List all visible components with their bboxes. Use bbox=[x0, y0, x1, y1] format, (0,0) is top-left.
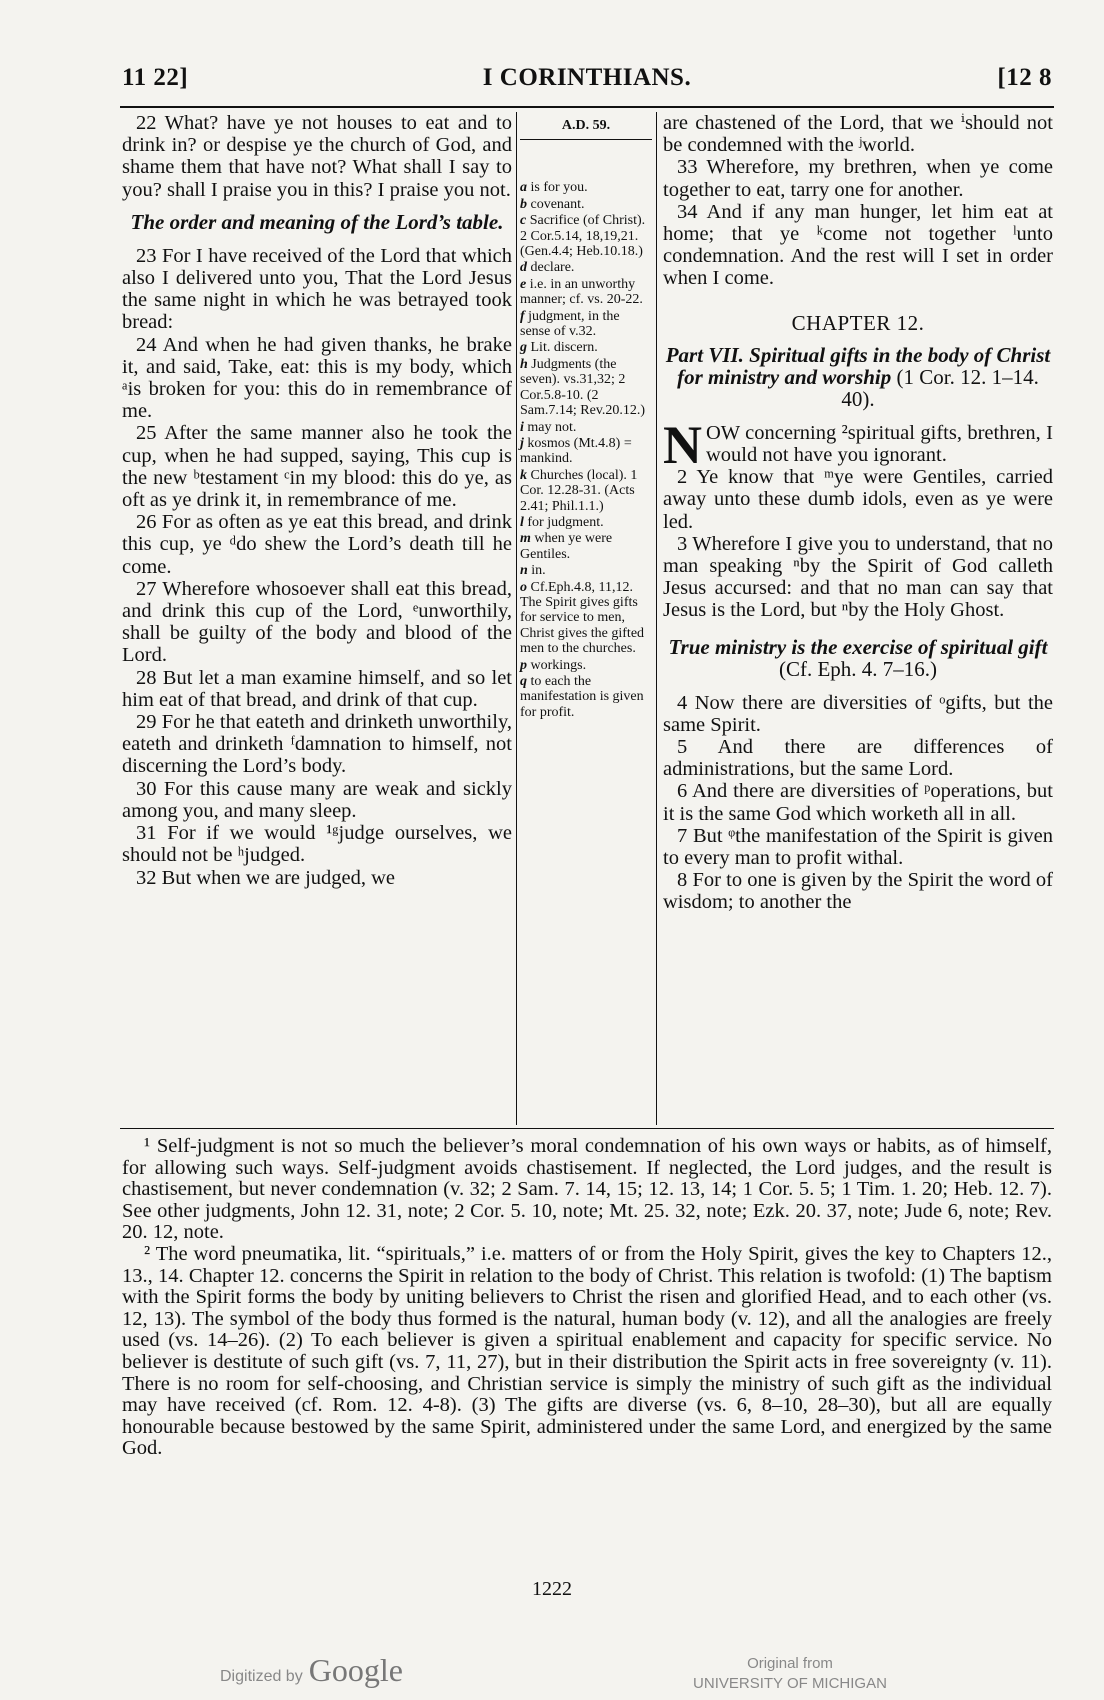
reference-text: in. bbox=[531, 563, 546, 579]
reference-note bbox=[520, 563, 652, 578]
reference-note bbox=[520, 357, 652, 419]
reference-note bbox=[520, 468, 652, 514]
reference-letter: m bbox=[520, 531, 531, 547]
running-head-chapter-verse-start: 11 22] bbox=[122, 64, 189, 91]
reference-text: when ye were Gentiles. bbox=[520, 531, 613, 562]
reference-note bbox=[520, 531, 652, 562]
reference-note bbox=[520, 309, 652, 340]
verse-paragraph: 24 And when he had given thanks, he brake it, and said, Take, eat: this is my body, which ᵃis broken for you: this do in remembrance of me. bbox=[122, 333, 512, 423]
reference-text: to each the manifestation is given for profit. bbox=[520, 674, 644, 720]
reference-letter: g bbox=[520, 340, 527, 356]
center-reference-column bbox=[520, 112, 652, 721]
reference-note bbox=[520, 674, 652, 720]
verse-paragraph: 3 Wherefore I give you to understand, that no man speaking ⁿby the Spirit of God calleth Jesus accursed: and that no man can say that Jesus is the Lord, but ⁿby the Holy Ghost. bbox=[663, 532, 1053, 622]
reference-letter: p bbox=[520, 657, 527, 673]
reference-text: judgment, in the sense of v.32. bbox=[520, 308, 620, 340]
reference-letter: e bbox=[520, 276, 527, 292]
reference-note bbox=[520, 658, 652, 673]
reference-note bbox=[520, 340, 652, 355]
verse-paragraph: 33 Wherefore, my brethren, when ye come together to eat, tarry one for another. bbox=[663, 156, 1053, 201]
column-divider-right bbox=[656, 112, 657, 1125]
verse-paragraph: 32 But when we are judged, we bbox=[136, 866, 396, 889]
date-label: A.D. 59. bbox=[561, 118, 611, 133]
verse-paragraph: 22 What? have ye not houses to eat and to drink in? or despise ye the church of God, and shame them that have not? What shall I say to you? shall I praise you in this? I praise you not. bbox=[122, 112, 512, 201]
section-heading-title: True ministry is the exercise of spiritual gift bbox=[668, 634, 1048, 659]
reference-text: Judgments (the seven). vs.31,32; 2 Cor.5.8-10. (2 Sam.7.14; Rev.20.12.) bbox=[520, 356, 646, 419]
verse-paragraph: 7 But ᵠthe manifestation of the Spirit is given to every man to profit withal. bbox=[663, 824, 1053, 870]
digitized-by-watermark bbox=[220, 1652, 403, 1689]
date-rule bbox=[520, 139, 652, 140]
verse-paragraph: 27 Wherefore whosoever shall eat this bread, and drink this cup of the Lord, ᵉunworthily, shall be guilty of the body and blood of the Lord. bbox=[122, 577, 512, 667]
verse-paragraph: 31 For if we would ¹ᵍjudge ourselves, we should not be ʰjudged. bbox=[122, 822, 512, 867]
verse-paragraph: 28 But let a man examine himself, and so let him eat of that bread, and drink of that cup. bbox=[122, 666, 512, 711]
footnote-pneumatika: ² The word pneumatika, lit. “spirituals,” i.e. matters of or from the Holy Spirit, gives the key to Chapters 12., 13., 14. Chapter 12. concerns the Spirit in relation to the body of Christ. This relation is twofold: (1) The baptism with the Spirit forms the body by uniting believers to Christ the risen and glorified Head, and to each other (vs. 12, 13). The symbol of the body thus formed is the natural, human body (v. 12), and all the analogies are freely used (vs. 14–26). (2) To each believer is given a spiritual enablement and capacity for specific service. No believer is destitute of such gift (vs. 7, 11, 27), but in their distribution the Spirit acts in free sovereignty (v. 11). There is no room for self-choosing, and Christian service is simply the ministry of such gift as the individual may have received (cf. Rom. 12. 4-8). (3) The gifts are diverse (vs. 6, 8–10, 28–30), but all are equally honourable because bestowed by the same Spirit, administered under the same Lord, and energized by the same God. bbox=[122, 1242, 1052, 1460]
column-divider-left bbox=[516, 112, 517, 1125]
reference-letter: k bbox=[520, 467, 527, 483]
reference-letter: i bbox=[520, 419, 524, 435]
reference-text: Churches (local). 1 Cor. 12.28-31. (Acts 2.41; Phil.1.1.) bbox=[520, 467, 638, 514]
reference-letter: q bbox=[520, 674, 527, 689]
verse-paragraph: 4 Now there are diversities of ᵒgifts, but the same Spirit. bbox=[663, 691, 1053, 736]
reference-text: workings. bbox=[530, 657, 587, 673]
chapter-opening-text: OW concerning ²spiritual gifts, brethren, I would not have you ignorant. bbox=[706, 421, 1053, 467]
verse-paragraph: 8 For to one is given by the Spirit the word of wisdom; to another the bbox=[663, 869, 1053, 914]
reference-letter: f bbox=[520, 308, 525, 324]
reference-note bbox=[520, 420, 652, 435]
running-head-book-title: I CORINTHIANS. bbox=[482, 64, 692, 91]
reference-note bbox=[520, 580, 652, 657]
footnote-self-judgment: ¹ Self-judgment is not so much the believer’s moral condemnation of his own ways or habits, as of himself, for allowing such ways. Self-judgment avoids chastisement. If neglected, the Lord judges, and the result is chastisement, but never condemnation (v. 32; 2 Sam. 7. 14, 15; 12. 13, 14; 1 Cor. 5. 5; 1 Tim. 1. 20; Heb. 12. 7). See other judgments, John 12. 31, note; 2 Cor. 5. 10, note; Mt. 25. 32, note; Ezk. 20. 37, note; Jude 6, note; Rev. 20. 12, note. bbox=[122, 1135, 1052, 1244]
reference-note bbox=[520, 277, 652, 308]
reference-note bbox=[520, 260, 652, 275]
reference-note bbox=[520, 197, 652, 212]
footnote-rule bbox=[120, 1128, 1054, 1129]
section-heading-true-ministry bbox=[663, 636, 1053, 680]
drop-cap-letter: N bbox=[663, 414, 702, 475]
reference-note bbox=[520, 213, 652, 259]
google-logo: Google bbox=[308, 1652, 403, 1688]
reference-note bbox=[520, 515, 652, 530]
reference-letter: a bbox=[520, 180, 527, 196]
reference-text: Cf.Eph.4.8, 11,12. The Spirit gives gifts for service to men, Christ gives the gifted men to the churches. bbox=[520, 579, 645, 657]
running-head bbox=[122, 64, 1052, 98]
reference-letter: c bbox=[520, 213, 527, 229]
verse-paragraph: 6 And there are diversities of ᵖoperations, but it is the same God which worketh all in all. bbox=[663, 780, 1053, 825]
verse-paragraph: 34 And if any man hunger, let him eat at home; that ye ᵏcome not together ˡunto condemnation. And the rest will I set in order when I come. bbox=[663, 200, 1053, 290]
chapter-heading: CHAPTER 12. bbox=[791, 310, 925, 335]
verse-paragraph: 5 And there are differences of administrations, but the same Lord. bbox=[663, 736, 1053, 781]
reference-letter: h bbox=[520, 356, 528, 372]
part-heading bbox=[663, 344, 1053, 410]
reference-text: Lit. discern. bbox=[530, 340, 598, 356]
verse-paragraph: 25 After the same manner also he took the cup, when he had supped, saying, This cup is the new ᵇtestament ᶜin my blood: this do ye, as oft as ye drink it, in remembrance of me. bbox=[122, 422, 512, 512]
verse-paragraph: 2 Ye know that ᵐye were Gentiles, carried away unto these dumb idols, even as ye were led. bbox=[663, 466, 1053, 533]
chapter-opening-paragraph bbox=[663, 414, 1053, 475]
part-heading-title: Part VII. Spiritual gifts in the body of Christ for ministry and worship bbox=[665, 342, 1051, 389]
left-text-column bbox=[122, 112, 512, 889]
verse-paragraph: 29 For he that eateth and drinketh unworthily, eateth and drinketh ᶠdamnation to himself, not discerning the Lord’s body. bbox=[122, 711, 512, 778]
reference-letter: b bbox=[520, 196, 527, 212]
verse-paragraph: 23 For I have received of the Lord that which also I delivered unto you, That the Lord Jesus the same night in which he was betrayed took bread: bbox=[122, 244, 512, 334]
reference-letter: o bbox=[520, 579, 527, 595]
reference-note bbox=[520, 180, 652, 195]
reference-text: i.e. in an unworthy manner; cf. vs. 20-22. bbox=[520, 276, 643, 308]
reference-letter: l bbox=[520, 514, 524, 530]
section-heading-reference: (Cf. Eph. 4. 7–16.) bbox=[778, 656, 938, 681]
reference-letter: d bbox=[520, 260, 527, 276]
original-from-label: Original from bbox=[747, 1655, 833, 1672]
running-head-chapter-verse-end: [12 8 bbox=[997, 64, 1052, 91]
section-heading-lords-table: The order and meaning of the Lord’s table. bbox=[130, 209, 504, 234]
reference-text: Sacrifice (of Christ). 2 Cor.5.14, 18,19,21. (Gen.4.4; Heb.10.18.) bbox=[520, 213, 646, 260]
right-text-column bbox=[663, 112, 1053, 914]
footnotes bbox=[122, 1136, 1052, 1460]
original-from-source: UNIVERSITY OF MICHIGAN bbox=[693, 1675, 887, 1692]
part-heading-reference: (1 Cor. 12. 1–14. 40). bbox=[841, 364, 1039, 411]
reference-text: for judgment. bbox=[527, 514, 604, 530]
reference-text: may not. bbox=[527, 419, 577, 435]
original-source-watermark bbox=[640, 1654, 940, 1694]
header-rule bbox=[120, 106, 1054, 108]
verse-paragraph: are chastened of the Lord, that we ⁱshould not be condemned with the ʲworld. bbox=[663, 112, 1053, 157]
reference-text: is for you. bbox=[530, 180, 588, 196]
reference-note bbox=[520, 436, 652, 467]
reference-text: covenant. bbox=[530, 196, 585, 212]
page-number: 1222 bbox=[532, 1578, 572, 1600]
reference-text: kosmos (Mt.4.8) = mankind. bbox=[520, 435, 632, 467]
verse-paragraph: 26 For as often as ye eat this bread, and drink this cup, ye ᵈdo shew the Lord’s death till he come. bbox=[122, 511, 512, 578]
reference-letter: j bbox=[520, 435, 524, 451]
digitized-by-label: Digitized by bbox=[220, 1668, 303, 1685]
reference-text: declare. bbox=[530, 260, 575, 276]
reference-letter: n bbox=[520, 563, 528, 579]
verse-paragraph: 30 For this cause many are weak and sickly among you, and many sleep. bbox=[122, 777, 512, 822]
